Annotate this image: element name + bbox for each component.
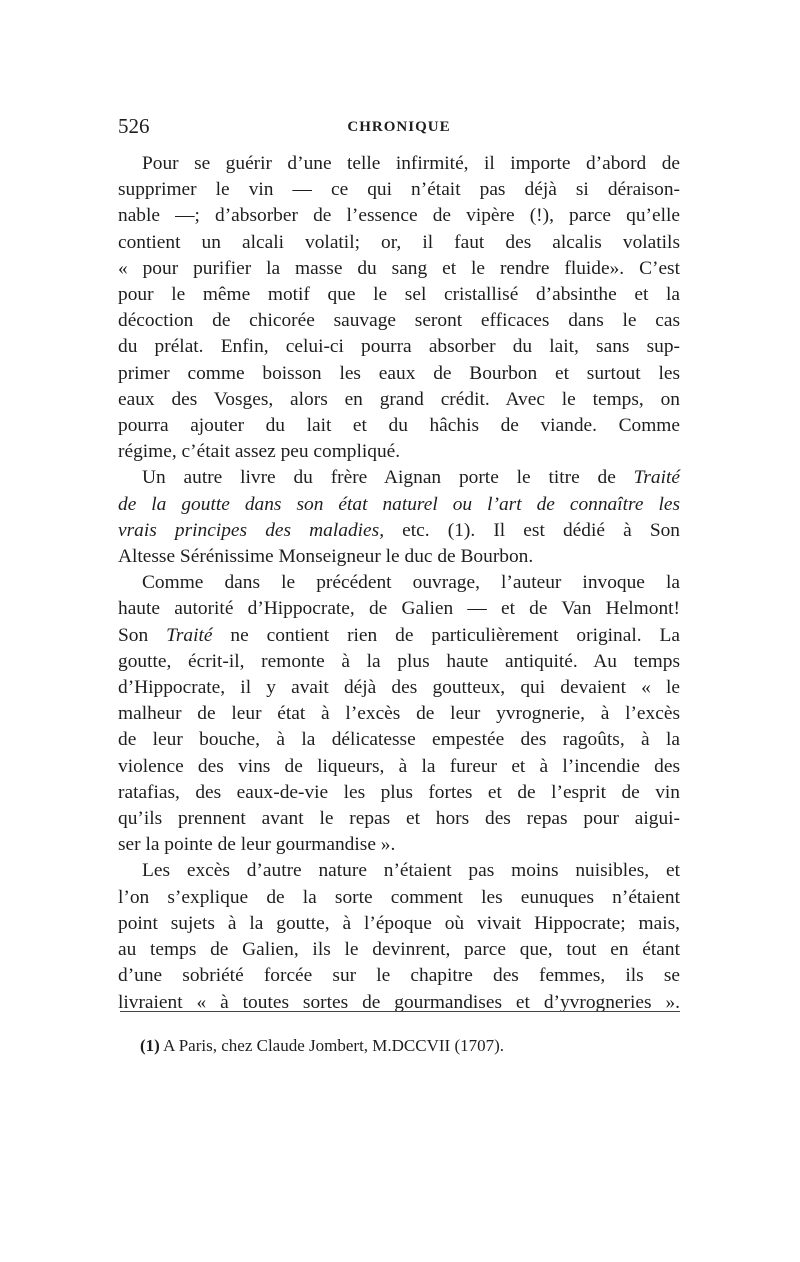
- book-title-italic: Traité: [166, 624, 213, 646]
- text-line: livraient « à toutes sortes de gourmandises et d’yvrogneries ».: [118, 991, 680, 1013]
- text-line: pour le même motif que le sel cristallisé d’absinthe et la: [118, 284, 680, 306]
- book-title-italic: de la goutte dans son état naturel ou l’art de connaître les: [118, 493, 680, 515]
- body-text: [118, 151, 680, 1016]
- text-line: haute autorité d’Hippocrate, de Galien — et de Van Helmont!: [118, 598, 680, 620]
- text-line: contient un alcali volatil; or, il faut des alcalis volatils: [118, 231, 680, 253]
- text-line: [118, 518, 680, 544]
- text-line: de leur bouche, à la délicatesse empestée des ragoûts, à la: [118, 729, 680, 751]
- text-line: régime, c’était assez peu compliqué.: [118, 441, 401, 463]
- text-line: d’Hippocrate, il y avait déjà des goutteux, qui devaient « le: [118, 677, 680, 699]
- footnote-number: (1): [140, 1036, 160, 1055]
- text-line: ratafias, des eaux-de-vie les plus fortes et de l’esprit de vin: [118, 781, 680, 803]
- text-line: point sujets à la goutte, à l’époque où vivait Hippocrate; mais,: [118, 912, 680, 934]
- page-number: 526: [118, 114, 150, 138]
- text-line: qu’ils prennent avant le repas et hors des repas pour aigui-: [118, 808, 680, 830]
- text-line: goutte, écrit-il, remonte à la plus haute antiquité. Au temps: [118, 650, 680, 672]
- text-line: Pour se guérir d’une telle infirmité, il importe d’abord de: [142, 153, 680, 174]
- text-line: [118, 465, 680, 491]
- footnote: [140, 1034, 504, 1058]
- book-title-italic: Traité: [633, 467, 680, 489]
- paragraph-1: [118, 151, 680, 465]
- footnote-text: A Paris, chez Claude Jombert, M.DCCVII (1707).: [159, 1036, 505, 1055]
- text-run: etc. (1). Il est dédié à Son: [384, 519, 681, 541]
- text-line: au temps de Galien, ils le devinrent, parce que, tout en étant: [118, 939, 680, 961]
- text-run: Un autre livre du frère Aignan porte le titre de: [142, 467, 634, 489]
- text-line: l’on s’explique de la sorte comment les eunuques n’étaient: [118, 886, 680, 908]
- page-header: [118, 114, 680, 144]
- paragraph-2: [118, 465, 680, 570]
- text-run: ne contient rien de particulièrement original. La: [212, 624, 680, 646]
- text-line: eaux des Vosges, alors en grand crédit. Avec le temps, on: [118, 388, 680, 410]
- text-line: d’une sobriété forcée sur le chapitre des femmes, ils se: [118, 965, 680, 987]
- text-line: malheur de leur état à l’excès de leur yvrognerie, à l’excès: [118, 703, 680, 725]
- text-line: Les excès d’autre nature n’étaient pas moins nuisibles, et: [142, 860, 680, 882]
- text-run: Son: [118, 624, 167, 646]
- paragraph-4: [118, 858, 680, 1015]
- text-line: supprimer le vin — ce qui n’était pas déjà si déraison-: [118, 179, 680, 201]
- text-line: violence des vins de liqueurs, à la fureur et à l’incendie des: [118, 755, 680, 777]
- text-line: Comme dans le précédent ouvrage, l’auteur invoque la: [142, 572, 680, 594]
- text-line: [118, 492, 680, 518]
- text-line: du prélat. Enfin, celui-ci pourra absorber du lait, sans sup-: [118, 336, 680, 358]
- text-line: ser la pointe de leur gourmandise ».: [118, 834, 396, 856]
- text-line: primer comme boisson les eaux de Bourbon et surtout les: [118, 362, 680, 384]
- footnote-divider: [120, 1011, 680, 1012]
- text-line: décoction de chicorée sauvage seront efficaces dans le cas: [118, 310, 680, 332]
- running-head: CHRONIQUE: [347, 119, 451, 135]
- text-line: [118, 623, 680, 649]
- book-title-italic: vrais principes des maladies,: [118, 519, 385, 541]
- text-line: pourra ajouter du lait et du hâchis de viande. Comme: [118, 415, 680, 437]
- text-line: nable —; d’absorber de l’essence de vipère (!), parce qu’elle: [118, 205, 680, 227]
- text-line: « pour purifier la masse du sang et le rendre fluide». C’est: [118, 257, 680, 279]
- paragraph-3: [118, 570, 680, 858]
- text-line: Altesse Sérénissime Monseigneur le duc de Bourbon.: [118, 546, 534, 568]
